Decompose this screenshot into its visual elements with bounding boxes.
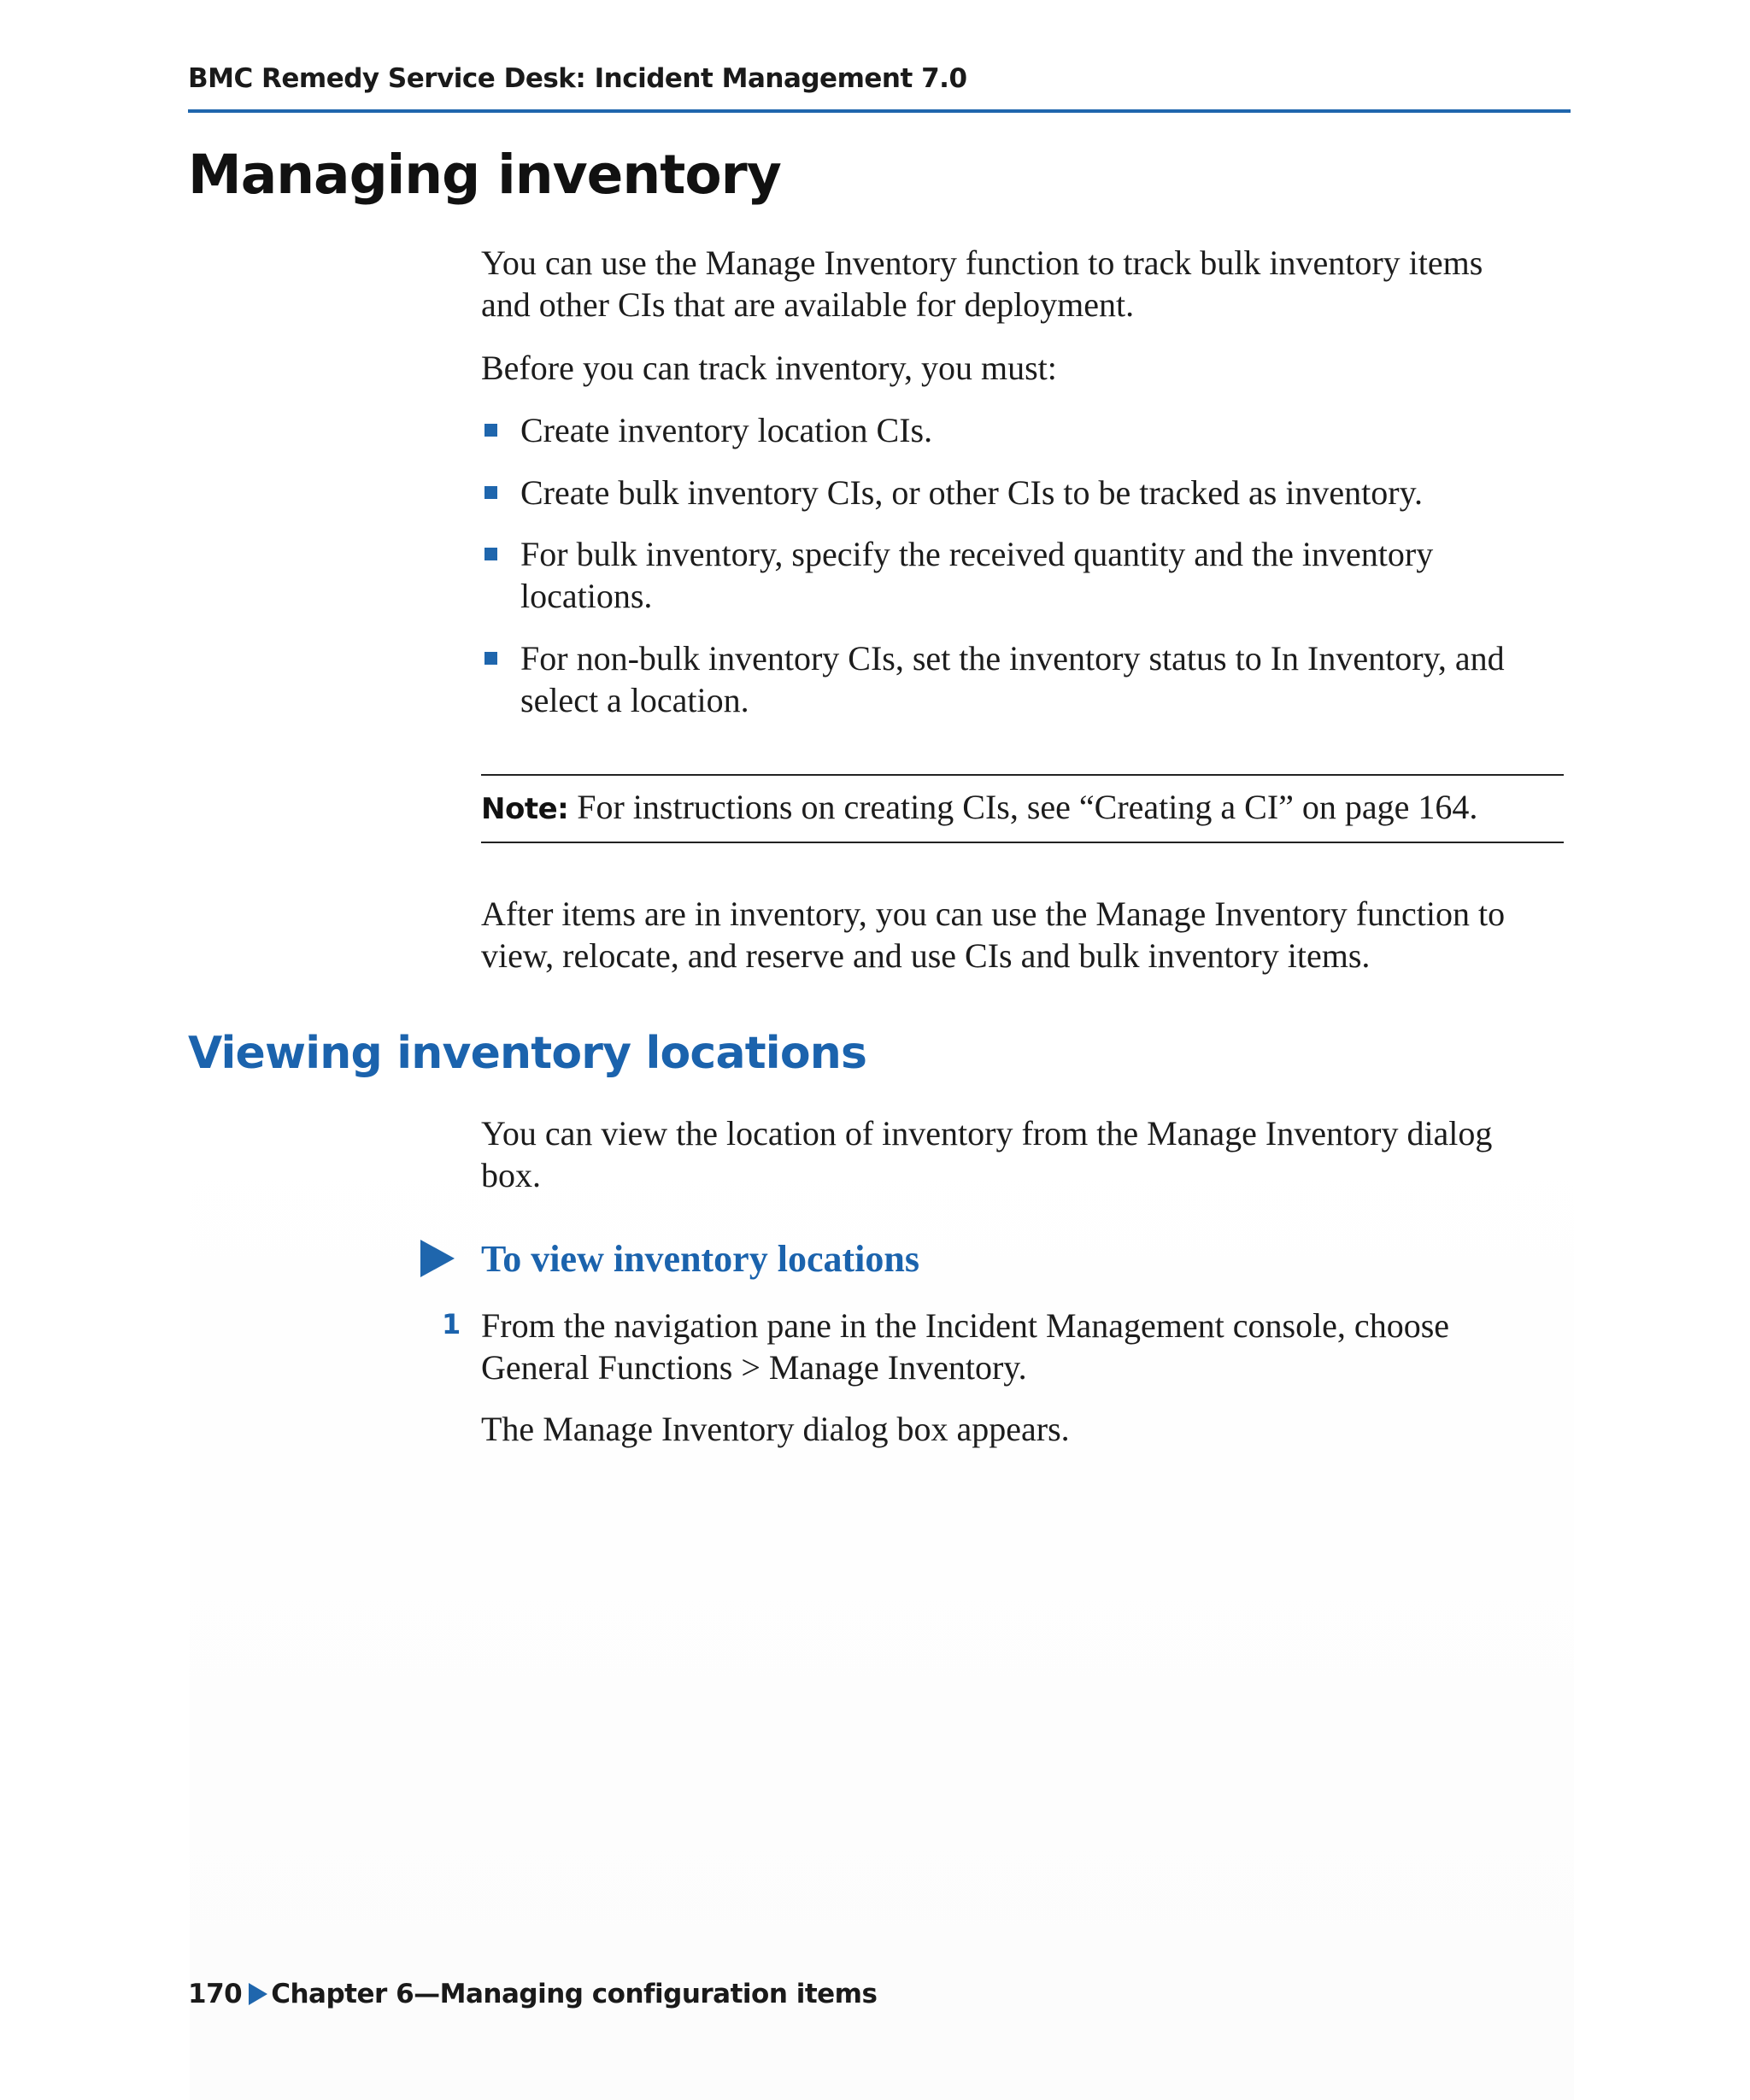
intro-line-2: and other CIs that are available for deployment. <box>481 285 1135 324</box>
page-number: 170 <box>188 1979 243 2009</box>
note-top-rule <box>481 774 1564 776</box>
bullet-square-icon <box>484 424 497 437</box>
list-item-line: select a location. <box>520 681 749 719</box>
after-paragraph <box>481 893 1575 977</box>
list-item-text <box>520 637 1505 721</box>
note <box>481 786 1477 830</box>
section-heading: Viewing inventory locations <box>188 1028 867 1079</box>
header-rule <box>188 109 1571 113</box>
intro-line-1: You can use the Manage Inventory function to track bulk inventory items <box>481 243 1483 282</box>
procedure-arrow-icon <box>420 1240 455 1277</box>
section2-intro <box>481 1112 1575 1196</box>
lead-in-text: Before you can track inventory, you must: <box>481 349 1057 387</box>
page-footer <box>188 1979 877 2009</box>
step-line-2: General Functions > Manage Inventory. <box>481 1348 1027 1387</box>
section2-intro-line-2: box. <box>481 1156 541 1194</box>
step-line-1: From the navigation pane in the Incident Management console, choose <box>481 1306 1450 1345</box>
intro-paragraph <box>481 242 1575 326</box>
after-line-2: view, relocate, and reserve and use CIs and bulk inventory items. <box>481 936 1371 975</box>
bullet-square-icon <box>484 548 497 560</box>
step-text <box>481 1305 1575 1388</box>
note-text: For instructions on creating CIs, see “Creating a CI” on page 164. <box>568 788 1478 826</box>
list-item-text: Create bulk inventory CIs, or other CIs to be tracked as inventory. <box>520 473 1424 512</box>
list-item-text <box>520 533 1433 617</box>
step-number: 1 <box>442 1308 461 1340</box>
list-item-line: For non-bulk inventory CIs, set the inventory status to In Inventory, and <box>520 639 1505 678</box>
list-item-text: Create inventory location CIs. <box>520 411 933 449</box>
list-item-line: For bulk inventory, specify the received quantity and the inventory <box>520 535 1434 573</box>
list-item-line: locations. <box>520 577 653 615</box>
step-result: The Manage Inventory dialog box appears. <box>481 1410 1070 1448</box>
running-header: BMC Remedy Service Desk: Incident Management 7.0 <box>188 63 967 94</box>
bullet-square-icon <box>484 486 497 499</box>
footer-arrow-icon <box>249 1983 267 2005</box>
section2-intro-line-1: You can view the location of inventory from the Manage Inventory dialog <box>481 1114 1493 1153</box>
after-line-1: After items are in inventory, you can use the Manage Inventory function to <box>481 895 1506 933</box>
bullet-square-icon <box>484 652 497 665</box>
page-title: Managing inventory <box>188 144 781 206</box>
procedure-heading: To view inventory locations <box>481 1238 919 1280</box>
chapter-title: Chapter 6—Managing configuration items <box>271 1979 878 2009</box>
note-bottom-rule <box>481 842 1564 843</box>
note-label: Note: <box>481 792 569 826</box>
